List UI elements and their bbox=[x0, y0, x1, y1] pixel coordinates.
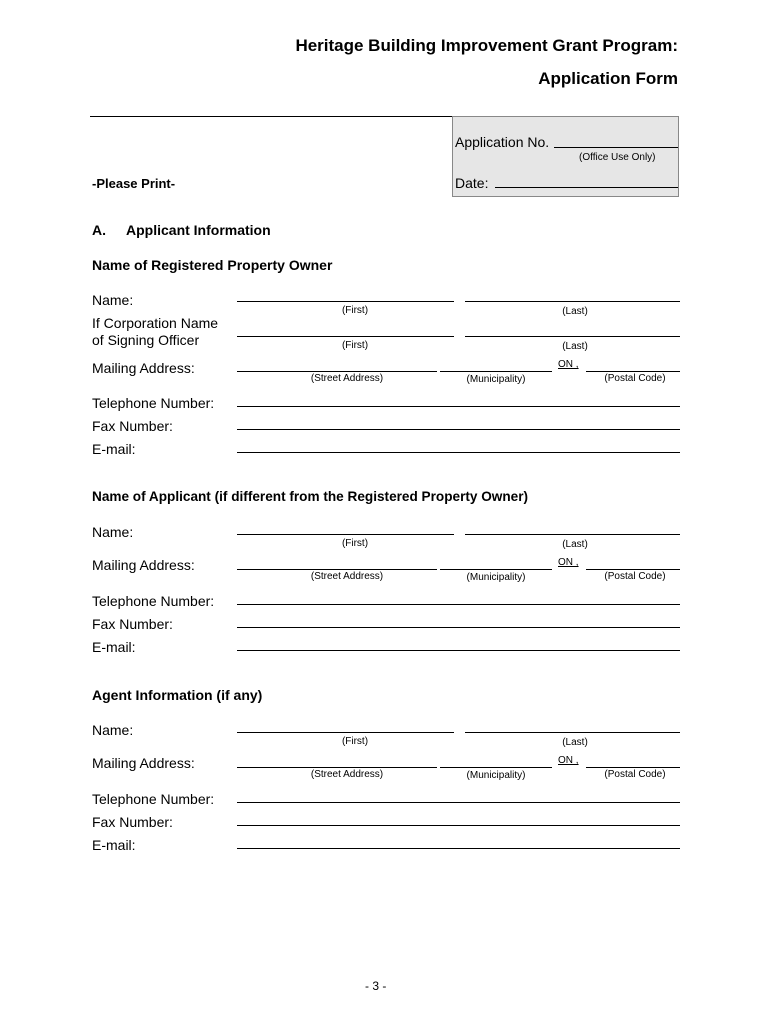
agent-email-field[interactable] bbox=[237, 848, 680, 849]
owner-first-name-field[interactable] bbox=[237, 301, 454, 302]
agent-first-name-field[interactable] bbox=[237, 732, 454, 733]
owner-telephone-label: Telephone Number: bbox=[92, 395, 215, 411]
applicant-email-label: E-mail: bbox=[92, 639, 136, 655]
applicant-municipality-field[interactable] bbox=[440, 569, 552, 570]
form-subtitle: Application Form bbox=[538, 69, 678, 88]
owner-last-name-field[interactable] bbox=[465, 301, 680, 302]
applicant-province: ON , bbox=[558, 557, 579, 568]
owner-mailing-label: Mailing Address: bbox=[92, 360, 195, 376]
agent-fax-field[interactable] bbox=[237, 825, 680, 826]
owner-name-label: Name: bbox=[92, 292, 134, 308]
agent-email-label: E-mail: bbox=[92, 837, 136, 853]
agent-street-field[interactable] bbox=[237, 767, 437, 768]
applicant-first-name-field[interactable] bbox=[237, 534, 454, 535]
agent-telephone-field[interactable] bbox=[237, 802, 680, 803]
agent-telephone-label: Telephone Number: bbox=[92, 791, 215, 807]
application-no-field[interactable] bbox=[554, 147, 678, 148]
applicant-last-name-field[interactable] bbox=[465, 534, 680, 535]
agent-municipality-field[interactable] bbox=[440, 767, 552, 768]
agent-street-caption: (Street Address) bbox=[310, 769, 384, 780]
owner-last-caption: (Last) bbox=[562, 306, 588, 317]
signing-officer-first-field[interactable] bbox=[237, 336, 454, 337]
owner-corp-label-1: If Corporation Name bbox=[92, 315, 219, 331]
owner-fax-field[interactable] bbox=[237, 429, 680, 430]
office-use-note: (Office Use Only) bbox=[579, 152, 656, 163]
form-title: Heritage Building Improvement Grant Program: bbox=[295, 36, 678, 55]
agent-mailing-label: Mailing Address: bbox=[92, 755, 195, 771]
agent-last-name-field[interactable] bbox=[465, 732, 680, 733]
agent-name-label: Name: bbox=[92, 722, 134, 738]
applicant-street-field[interactable] bbox=[237, 569, 437, 570]
agent-municipality-caption: (Municipality) bbox=[466, 770, 526, 781]
applicant-name-label: Name: bbox=[92, 524, 134, 540]
date-field[interactable] bbox=[495, 187, 678, 188]
officer-first-caption: (First) bbox=[341, 340, 369, 351]
applicant-email-field[interactable] bbox=[237, 650, 680, 651]
owner-postal-field[interactable] bbox=[586, 371, 680, 372]
signing-officer-last-field[interactable] bbox=[465, 336, 680, 337]
owner-heading: Name of Registered Property Owner bbox=[92, 257, 333, 273]
agent-heading: Agent Information (if any) bbox=[92, 687, 263, 703]
owner-corp-label-2: of Signing Officer bbox=[92, 332, 200, 348]
owner-street-field[interactable] bbox=[237, 371, 437, 372]
agent-postal-caption: (Postal Code) bbox=[604, 769, 666, 780]
applicant-first-caption: (First) bbox=[341, 538, 369, 549]
agent-postal-field[interactable] bbox=[586, 767, 680, 768]
applicant-telephone-label: Telephone Number: bbox=[92, 593, 215, 609]
applicant-heading: Name of Applicant (if different from the Registered Property Owner) bbox=[92, 489, 529, 504]
owner-telephone-field[interactable] bbox=[237, 406, 680, 407]
owner-email-label: E-mail: bbox=[92, 441, 136, 457]
applicant-postal-field[interactable] bbox=[586, 569, 680, 570]
date-label: Date: bbox=[455, 175, 489, 191]
applicant-last-caption: (Last) bbox=[562, 539, 588, 550]
agent-province: ON , bbox=[558, 755, 579, 766]
header-rule bbox=[90, 116, 452, 117]
agent-first-caption: (First) bbox=[341, 736, 369, 747]
applicant-telephone-field[interactable] bbox=[237, 604, 680, 605]
owner-fax-label: Fax Number: bbox=[92, 418, 173, 434]
owner-email-field[interactable] bbox=[237, 452, 680, 453]
applicant-municipality-caption: (Municipality) bbox=[466, 572, 526, 583]
section-title: Applicant Information bbox=[126, 222, 271, 238]
applicant-fax-label: Fax Number: bbox=[92, 616, 173, 632]
applicant-fax-field[interactable] bbox=[237, 627, 680, 628]
please-print: -Please Print- bbox=[92, 176, 176, 191]
applicant-street-caption: (Street Address) bbox=[310, 571, 384, 582]
owner-postal-caption: (Postal Code) bbox=[604, 373, 666, 384]
application-no-label: Application No. bbox=[455, 134, 550, 150]
owner-street-caption: (Street Address) bbox=[310, 373, 384, 384]
owner-first-caption: (First) bbox=[341, 305, 369, 316]
owner-municipality-field[interactable] bbox=[440, 371, 552, 372]
agent-last-caption: (Last) bbox=[562, 737, 588, 748]
section-letter: A. bbox=[92, 222, 106, 238]
page-number: - 3 - bbox=[365, 979, 387, 993]
officer-last-caption: (Last) bbox=[562, 341, 588, 352]
owner-municipality-caption: (Municipality) bbox=[466, 374, 526, 385]
owner-province: ON , bbox=[558, 359, 579, 370]
applicant-postal-caption: (Postal Code) bbox=[604, 571, 666, 582]
applicant-mailing-label: Mailing Address: bbox=[92, 557, 195, 573]
agent-fax-label: Fax Number: bbox=[92, 814, 173, 830]
